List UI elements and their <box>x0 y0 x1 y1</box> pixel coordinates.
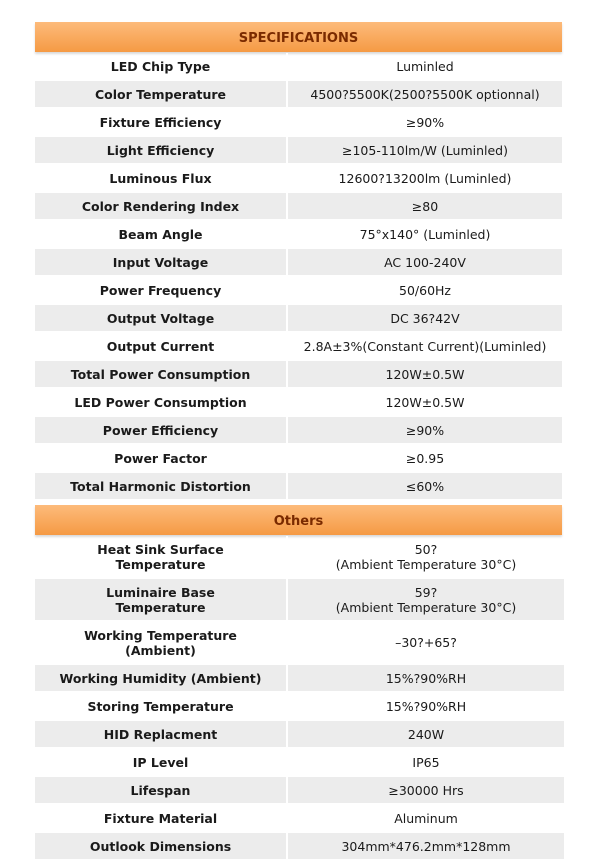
others-value <box>288 536 564 577</box>
others-label-line: Luminaire Base <box>106 584 215 600</box>
others-row <box>35 721 564 747</box>
others-label <box>35 579 288 620</box>
others-label <box>35 805 288 831</box>
spec-label: Power Frequency <box>35 277 288 303</box>
others-label-line: Outlook Dimensions <box>89 838 232 854</box>
specifications-title: SPECIFICATIONS <box>238 31 359 46</box>
others-table <box>35 534 564 861</box>
spec-label: Fixture Efficiency <box>35 109 288 135</box>
others-value-line: (Ambient Temperature 30°C) <box>335 556 517 572</box>
others-label <box>35 777 288 803</box>
others-value-line: –30?+65? <box>395 635 457 650</box>
spec-label: Total Power Consumption <box>35 361 288 387</box>
spec-row <box>35 81 562 107</box>
spec-row <box>35 389 562 415</box>
spec-value: ≥90% <box>405 114 445 130</box>
spec-label: Input Voltage <box>35 249 288 275</box>
others-value <box>288 579 564 620</box>
spec-value: 2.8A±3%(Constant Current)(Luminled) <box>303 338 547 354</box>
others-row <box>35 833 564 859</box>
others-label <box>35 721 288 747</box>
others-value-line: 304mm*476.2mm*128mm <box>341 838 511 854</box>
others-label-line: Working Humidity (Ambient) <box>59 670 262 686</box>
others-value-line: (Ambient Temperature 30°C) <box>335 599 517 615</box>
spec-label: Color Rendering Index <box>35 193 288 219</box>
spec-row <box>35 473 562 499</box>
spec-row <box>35 305 562 331</box>
others-title: Others <box>273 514 324 529</box>
spec-label: Output Current <box>35 333 288 359</box>
spec-label: Beam Angle <box>35 221 288 247</box>
others-row <box>35 805 564 831</box>
others-row <box>35 536 564 577</box>
spec-label: LED Chip Type <box>35 53 288 79</box>
spec-value: 12600?13200lm (Luminled) <box>338 170 512 186</box>
others-label-line: Fixture Material <box>103 810 218 826</box>
spec-value: ≤60% <box>288 473 562 499</box>
spec-value: ≥0.95 <box>405 450 445 466</box>
others-value-line: 240W <box>407 726 445 742</box>
spec-value: 4500?5500K(2500?5500K optionnal) <box>288 81 562 107</box>
others-label <box>35 665 288 691</box>
others-label-line: Lifespan <box>130 782 191 798</box>
spec-label: Output Voltage <box>35 305 288 331</box>
others-label <box>35 622 288 663</box>
spec-row <box>35 137 562 163</box>
others-value <box>288 833 564 859</box>
spec-row <box>35 53 562 79</box>
others-label <box>35 693 288 719</box>
others-row <box>35 777 564 803</box>
others-value-line: 15%?90%RH <box>385 670 467 686</box>
others-row <box>35 579 564 620</box>
others-label-line: Storing Temperature <box>87 698 234 714</box>
others-value <box>288 777 564 803</box>
spec-value: 50/60Hz <box>399 282 451 298</box>
spec-label: Total Harmonic Distortion <box>35 473 288 499</box>
specifications-table <box>35 51 562 501</box>
specifications-header <box>35 22 562 52</box>
others-value-line: Aluminum <box>394 810 458 826</box>
spec-value: ≥105-110lm/W (Luminled) <box>288 137 562 163</box>
others-row <box>35 622 564 663</box>
others-label-line: Temperature <box>115 556 206 572</box>
others-value <box>288 622 564 663</box>
others-label-line: HID Replacment <box>103 726 218 742</box>
others-row <box>35 693 564 719</box>
others-value <box>288 749 564 775</box>
spec-value: 120W±0.5W <box>288 361 562 387</box>
others-row <box>35 665 564 691</box>
spec-row <box>35 333 562 359</box>
others-header <box>35 505 562 535</box>
spec-row <box>35 417 562 443</box>
spec-row <box>35 249 562 275</box>
others-value <box>288 721 564 747</box>
spec-row <box>35 193 562 219</box>
spec-value: ≥80 <box>288 193 562 219</box>
others-value-line: IP65 <box>412 754 440 770</box>
spec-label: LED Power Consumption <box>35 389 288 415</box>
spec-row <box>35 221 562 247</box>
spec-value: ≥90% <box>288 417 562 443</box>
spec-label: Luminous Flux <box>35 165 288 191</box>
spec-label: Power Factor <box>35 445 288 471</box>
others-value-line: ≥30000 Hrs <box>388 782 464 798</box>
others-label-line: Temperature <box>115 599 206 615</box>
others-value-line: 15%?90%RH <box>385 698 467 714</box>
others-label-line: Heat Sink Surface <box>97 541 224 557</box>
spec-value: AC 100-240V <box>288 249 562 275</box>
spec-label: Color Temperature <box>35 81 288 107</box>
spec-label: Light Efficiency <box>35 137 288 163</box>
spec-value: 120W±0.5W <box>385 394 465 410</box>
others-label-line: (Ambient) <box>125 642 196 658</box>
others-label <box>35 536 288 577</box>
spec-value: Luminled <box>396 58 454 74</box>
others-label <box>35 749 288 775</box>
spec-row <box>35 165 562 191</box>
spec-row <box>35 109 562 135</box>
spec-row <box>35 277 562 303</box>
spec-label: Power Efficiency <box>35 417 288 443</box>
others-value <box>288 805 564 831</box>
others-value-line: 59? <box>414 584 438 600</box>
others-value <box>288 665 564 691</box>
others-row <box>35 749 564 775</box>
spec-row <box>35 361 562 387</box>
others-value <box>288 693 564 719</box>
others-label-line: IP Level <box>132 754 189 770</box>
others-label <box>35 833 288 859</box>
others-value-line: 50? <box>414 541 438 557</box>
others-label-line: Working Temperature <box>84 627 237 643</box>
spec-row <box>35 445 562 471</box>
spec-value: 75°x140° (Luminled) <box>359 226 491 242</box>
spec-value: DC 36?42V <box>288 305 562 331</box>
